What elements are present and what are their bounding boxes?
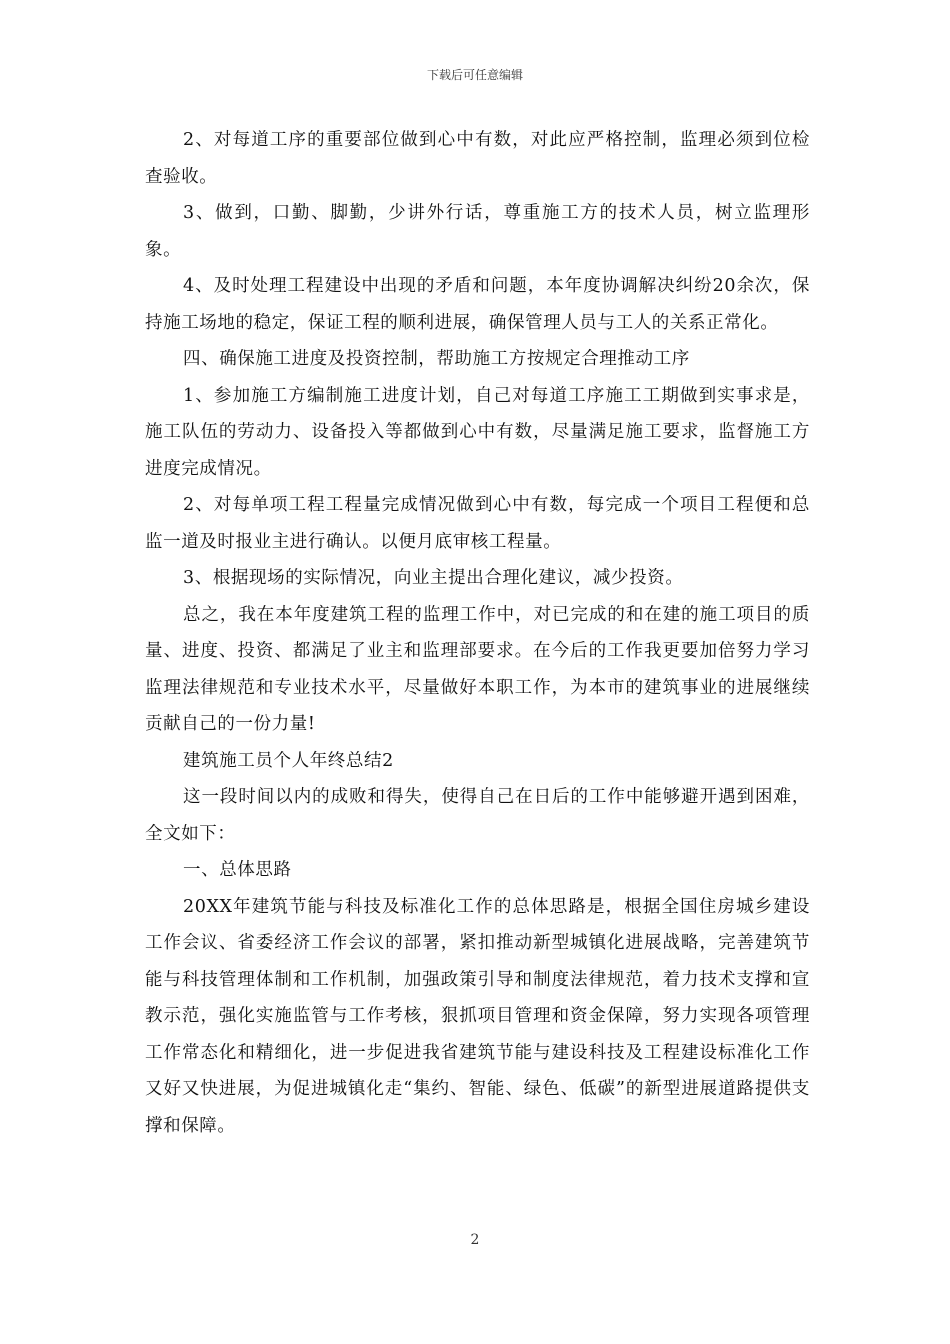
paragraph: 20XX年建筑节能与科技及标准化工作的总体思路是，根据全国住房城乡建设工作会议、省委经济工作会议的部署，紧扣推动新型城镇化进展战略，完善建筑节能与科技管理体制和工作机制，加强政策引导和制度法律规范，着力技术支撑和宣教示范，强化实施监管与工作考核，狠抓项目管理和资金保障，努力实现各项管理工作常态化和精细化，进一步促进我省建筑节能与建设科技及工程建设标准化工作又好又快进展，为促进城镇化走“集约、智能、绿色、低碳”的新型进展道路提供支撑和保障。 bbox=[145, 896, 810, 1136]
document-body bbox=[145, 122, 810, 1144]
paragraph: 1、参加施工方编制施工进度计划，自己对每道工序施工工期做到实事求是，施工队伍的劳动力、设备投入等都做到心中有数，尽量满足施工要求，监督施工方进度完成情况。 bbox=[145, 385, 810, 479]
paragraph: 2、对每单项工程工程量完成情况做到心中有数，每完成一个项目工程便和总监一道及时报业主进行确认。以便月底审核工程量。 bbox=[145, 495, 810, 552]
page-number: 2 bbox=[470, 1232, 480, 1248]
header-note: 下载后可任意编辑 bbox=[426, 68, 523, 82]
paragraph: 3、做到，口勤、脚勤，少讲外行话，尊重施工方的技术人员，树立监理形象。 bbox=[145, 203, 810, 260]
paragraph: 2、对每道工序的重要部位做到心中有数，对此应严格控制，监理必须到位检查验收。 bbox=[145, 130, 810, 187]
section-heading: 四、确保施工进度及投资控制，帮助施工方按规定合理推动工序 bbox=[183, 349, 690, 369]
paragraph: 3、根据现场的实际情况，向业主提出合理化建议，减少投资。 bbox=[183, 568, 684, 588]
paragraph: 这一段时间以内的成败和得失，使得自己在日后的工作中能够避开遇到困难，全文如下： bbox=[145, 787, 810, 844]
section-heading: 一、总体思路 bbox=[183, 860, 292, 880]
paragraph: 总之，我在本年度建筑工程的监理工作中，对已完成的和在建的施工项目的质量、进度、投资、都满足了业主和监理部要求。在今后的工作我更要加倍努力学习监理法律规范和专业技术水平，尽量做好本职工作，为本市的建筑事业的进展继续贡献自己的一份力量! bbox=[145, 604, 810, 734]
document-subtitle: 建筑施工员个人年终总结2 bbox=[183, 750, 394, 771]
paragraph: 4、及时处理工程建设中出现的矛盾和问题，本年度协调解决纠纷20余次，保持施工场地的稳定，保证工程的顺利进展，确保管理人员与工人的关系正常化。 bbox=[145, 276, 810, 333]
